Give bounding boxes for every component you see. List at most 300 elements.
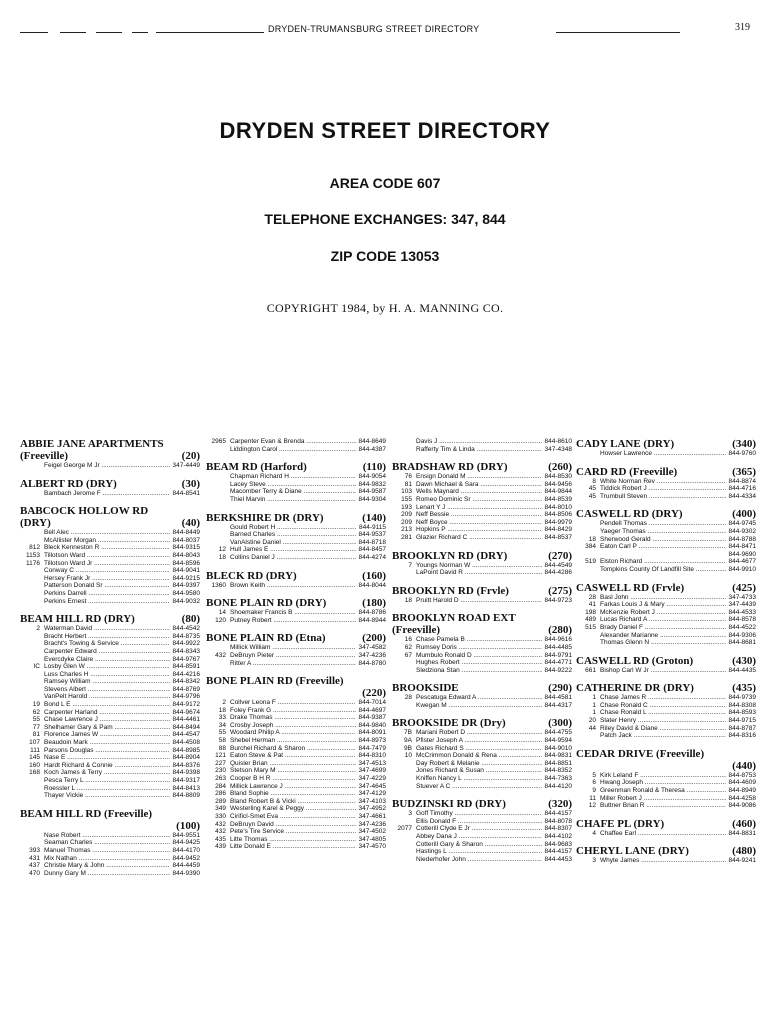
listing-row xyxy=(20,739,200,747)
resident-name: Day Robert & Melanie ..... xyxy=(416,760,542,768)
listing-row xyxy=(576,830,756,838)
phone-number: 844-4547 xyxy=(172,731,200,739)
street-name: BROOKLYN RD (Frvle) xyxy=(392,584,509,597)
resident-name: Hull James E ..... xyxy=(230,546,356,554)
listing-row xyxy=(392,652,572,660)
phone-number: 844-8539 xyxy=(544,495,572,503)
street-code: (440) xyxy=(732,759,756,772)
listing-row xyxy=(20,785,200,793)
listing-row xyxy=(20,490,200,498)
resident-name: McAllister Morgan ..... xyxy=(44,537,170,545)
resident-name: Quisler Brian ..... xyxy=(230,760,356,768)
street-code: (80) xyxy=(181,613,200,626)
resident-name: Hughes Robert ..... xyxy=(416,659,542,667)
listing-row xyxy=(392,856,572,864)
street-name: BEAM RD (Harford) xyxy=(206,461,307,474)
phone-number: 347-4661 xyxy=(358,813,386,820)
resident-name: Carpenter Harland ..... xyxy=(44,709,170,717)
house-number xyxy=(392,841,416,849)
phone-number: 844-9390 xyxy=(172,869,200,877)
listing-row xyxy=(392,481,572,489)
house-number xyxy=(20,582,44,590)
listing-row xyxy=(392,702,572,710)
phone-number: 844-8506 xyxy=(544,511,572,519)
street-section xyxy=(576,466,756,501)
phone-number: 844-9315 xyxy=(172,544,200,552)
listing-row xyxy=(206,524,386,532)
street-code: (425) xyxy=(732,581,756,594)
phone-number: 844-8541 xyxy=(172,489,200,497)
resident-name: Parsons Douglas ..... xyxy=(44,747,170,755)
phone-number: 844-9041 xyxy=(172,567,200,575)
phone-number: 844-8874 xyxy=(728,477,756,485)
resident-name: Bland Sophie ..... xyxy=(230,790,356,798)
street-name: BROOKSIDE DR (Dry) xyxy=(392,717,506,730)
phone-number: 844-4157 xyxy=(544,848,572,856)
listing-row xyxy=(20,870,200,878)
resident-name: Thayer Vickie ..... xyxy=(44,792,170,800)
page-title: DRYDEN STREET DIRECTORY xyxy=(219,118,551,143)
listing-row xyxy=(392,526,572,534)
street-code: (160) xyxy=(362,569,386,582)
listing-row xyxy=(392,737,572,745)
resident-name: Patterson Donald Sr ..... xyxy=(44,582,170,590)
listing-row xyxy=(206,813,386,821)
house-number xyxy=(392,446,416,454)
house-number xyxy=(392,438,416,446)
resident-name: Chaffee Earl ..... xyxy=(600,830,726,838)
phone-number: 844-8429 xyxy=(544,526,572,534)
street-name: (DRY) xyxy=(20,517,51,530)
house-number xyxy=(392,856,416,864)
resident-name: Evercdyke Claire ..... xyxy=(44,656,170,664)
house-number: 16 xyxy=(404,636,412,644)
resident-name: Patch Jack ..... xyxy=(600,732,726,740)
listing-row xyxy=(20,769,200,777)
phone-number: 347-4236 xyxy=(358,651,386,659)
listing-row xyxy=(206,836,386,844)
listing-row xyxy=(392,841,572,849)
listing-row xyxy=(392,519,572,527)
house-number: 81 xyxy=(404,480,412,488)
house-number xyxy=(20,640,44,648)
resident-name: Tillotson Ward Jr ..... xyxy=(44,560,170,568)
resident-name: LaPoint David R ..... xyxy=(416,569,542,577)
phone-number: 844-8010 xyxy=(544,503,572,511)
header-rule xyxy=(96,32,122,33)
resident-name: Mumbulo Ronald D ..... xyxy=(416,652,542,660)
phone-number: 844-4508 xyxy=(172,739,200,747)
listing-row xyxy=(576,616,756,624)
listing-row xyxy=(392,818,572,826)
house-number: 44 xyxy=(588,724,596,732)
house-number: 439 xyxy=(215,843,226,851)
listing-row xyxy=(576,732,756,740)
house-number: 7B xyxy=(404,729,412,737)
resident-name: Chase Lawrence J ..... xyxy=(44,716,170,724)
listing-row xyxy=(20,560,200,568)
phone-number: 347-4229 xyxy=(358,775,386,783)
street-section xyxy=(576,760,756,810)
house-number xyxy=(392,818,416,826)
listing-row xyxy=(206,582,386,590)
resident-name: Pendell Thomas ..... xyxy=(600,520,726,528)
phone-number: 844-8078 xyxy=(544,817,572,825)
listing-row xyxy=(20,648,200,656)
street-section xyxy=(206,675,386,687)
listing-row xyxy=(20,839,200,847)
house-number: 209 xyxy=(401,511,412,519)
phone-number: 844-8352 xyxy=(544,767,572,775)
street-code xyxy=(568,612,572,624)
listing-row xyxy=(206,473,386,481)
listing-row xyxy=(20,701,200,709)
phone-number: 347-4502 xyxy=(358,828,386,836)
house-number: 20 xyxy=(588,717,596,725)
resident-name: Millick Lawrence J ..... xyxy=(230,783,356,791)
phone-number: 844-9317 xyxy=(172,777,200,784)
house-number: 145 xyxy=(29,754,40,762)
listing-row xyxy=(206,714,386,722)
street-name: ALBERT RD (DRY) xyxy=(20,477,117,490)
house-number: 198 xyxy=(585,608,596,616)
phone-number: 347-4129 xyxy=(358,790,386,798)
house-number: 431 xyxy=(29,854,40,862)
street-name: CHERYL LANE (DRY) xyxy=(576,845,689,858)
phone-number: 844-9760 xyxy=(728,450,756,457)
street-code: (340) xyxy=(732,438,756,450)
street-heading xyxy=(392,682,572,694)
street-code: (400) xyxy=(732,508,756,521)
house-number: 1153 xyxy=(26,551,40,559)
zip-code: ZIP CODE 13053 xyxy=(330,248,440,264)
street-name: BROOKLYN ROAD EXT xyxy=(392,612,516,625)
street-section xyxy=(392,682,572,709)
resident-name: Pete's Tire Service ..... xyxy=(230,828,356,836)
house-number: 5 xyxy=(592,771,596,779)
resident-name: Tiddick Robert J ..... xyxy=(600,485,726,493)
listing-row xyxy=(20,762,200,770)
phone-number: 844-8649 xyxy=(358,438,386,445)
header-rule xyxy=(60,32,86,33)
house-number: 33 xyxy=(218,714,226,722)
house-number: 286 xyxy=(215,790,226,798)
house-number: 28 xyxy=(588,593,596,601)
listing-row xyxy=(20,462,200,470)
house-number: 330 xyxy=(215,813,226,820)
house-number xyxy=(206,660,230,668)
listing-row xyxy=(206,539,386,547)
header-rule xyxy=(132,32,148,33)
phone-number: 844-7479 xyxy=(358,744,386,752)
listing-row xyxy=(206,737,386,745)
listing-row xyxy=(20,529,200,537)
listing-row xyxy=(20,678,200,686)
resident-name: Eaton Carl P ..... xyxy=(600,543,726,551)
phone-number: 844-4387 xyxy=(358,445,386,453)
house-number: 470 xyxy=(29,869,40,877)
house-number: 812 xyxy=(29,544,40,552)
phone-number: 844-7014 xyxy=(358,699,386,707)
phone-number: 844-9172 xyxy=(172,701,200,709)
listing-row xyxy=(576,857,756,865)
listing-row xyxy=(392,597,572,605)
phone-number: 844-4549 xyxy=(544,561,572,569)
phone-number: 844-4542 xyxy=(172,625,200,633)
house-number: 62 xyxy=(404,643,412,651)
house-number xyxy=(20,671,44,679)
phone-number: 844-9086 xyxy=(728,802,756,810)
street-section xyxy=(392,585,572,605)
street-section xyxy=(20,450,200,470)
resident-name: Yaeger Thomas ..... xyxy=(600,528,726,536)
listing-row xyxy=(20,709,200,717)
street-code: (140) xyxy=(362,511,386,524)
phone-number: 347-4103 xyxy=(358,797,386,805)
phone-number: 844-8316 xyxy=(728,732,756,740)
house-number: 58 xyxy=(218,737,226,745)
listing-row xyxy=(206,843,386,851)
resident-name: Lenart Y J ..... xyxy=(416,504,542,512)
house-number: 284 xyxy=(215,782,226,790)
listing-row xyxy=(20,598,200,606)
listing-row xyxy=(20,747,200,755)
street-heading xyxy=(20,478,200,490)
house-number xyxy=(576,632,600,640)
listing-row xyxy=(20,552,200,560)
header-rule xyxy=(156,32,264,33)
house-number xyxy=(576,551,600,559)
street-section xyxy=(20,517,200,605)
resident-name: Hwang Joseph ..... xyxy=(600,779,726,787)
listing-row xyxy=(576,536,756,544)
phone-number: 844-9715 xyxy=(728,717,756,725)
phone-number: 844-8610 xyxy=(544,438,572,445)
phone-number: 844-9745 xyxy=(728,520,756,528)
house-number: 349 xyxy=(215,805,226,813)
house-number xyxy=(20,839,44,847)
house-number: 1 xyxy=(592,709,596,717)
street-name: CASWELL RD (Groton) xyxy=(576,654,694,667)
resident-name: Whyte James ..... xyxy=(600,857,726,865)
resident-name: Nase Robert ..... xyxy=(44,832,170,840)
street-code xyxy=(382,675,386,687)
house-number: 1360 xyxy=(211,581,226,589)
street-heading xyxy=(392,612,572,624)
street-heading xyxy=(206,461,386,473)
house-number: 489 xyxy=(585,616,596,624)
house-number xyxy=(20,656,44,664)
house-number: 437 xyxy=(29,862,40,870)
listing-row xyxy=(206,707,386,715)
street-heading xyxy=(20,820,200,832)
listing-row xyxy=(576,717,756,725)
street-section xyxy=(392,438,572,453)
resident-name: Beaudoin Mark ..... xyxy=(44,739,170,747)
resident-name: VanAlstine Daniel ..... xyxy=(230,539,356,547)
resident-name: Stevens Albert ..... xyxy=(44,686,170,694)
listing-row xyxy=(20,567,200,575)
house-number xyxy=(206,539,230,547)
phone-number: 347-4449 xyxy=(172,462,200,469)
phone-number: 844-4533 xyxy=(728,608,756,616)
house-number: 263 xyxy=(215,775,226,783)
phone-number: 844-4216 xyxy=(172,670,200,678)
house-number: 2965 xyxy=(211,438,226,445)
header-rule xyxy=(20,32,48,33)
resident-name: Elston Richard ..... xyxy=(600,558,726,566)
phone-number: 844-4461 xyxy=(172,716,200,724)
street-section xyxy=(206,597,386,624)
phone-number: 844-8091 xyxy=(358,729,386,737)
house-number: 1176 xyxy=(26,559,40,567)
phone-number: 844-9844 xyxy=(544,488,572,496)
street-code xyxy=(196,438,200,450)
house-number xyxy=(20,633,44,641)
street-section xyxy=(576,682,756,740)
phone-number: 844-8904 xyxy=(172,754,200,762)
phone-number: 844-8307 xyxy=(544,825,572,833)
street-section xyxy=(576,582,756,647)
house-number xyxy=(206,488,230,496)
house-number: 168 xyxy=(29,769,40,777)
house-number xyxy=(392,667,416,675)
street-code xyxy=(196,505,200,517)
resident-name: Neff Bessie ..... xyxy=(416,511,542,519)
resident-name: Dunny Gary M ..... xyxy=(44,870,170,878)
phone-number: 844-9215 xyxy=(172,574,200,582)
house-number: 432 xyxy=(215,828,226,836)
street-code: (200) xyxy=(362,632,386,645)
listing-row xyxy=(206,805,386,813)
house-number xyxy=(20,686,44,694)
phone-number: 844-4609 xyxy=(728,779,756,787)
house-number: 2 xyxy=(36,625,40,633)
street-section xyxy=(576,438,756,458)
resident-name: Alexander Marianne ..... xyxy=(600,632,726,640)
listing-row xyxy=(576,609,756,617)
listing-row xyxy=(206,775,386,783)
listing-row xyxy=(392,511,572,519)
listing-row xyxy=(206,828,386,836)
resident-name: Riley David & Diane ..... xyxy=(600,725,726,733)
resident-name: Stuever A C ..... xyxy=(416,783,542,791)
listing-row xyxy=(20,633,200,641)
listing-row xyxy=(392,694,572,702)
resident-name: White Norman Rev ..... xyxy=(600,478,726,486)
street-code: (110) xyxy=(362,461,386,474)
phone-number: 844-4459 xyxy=(172,862,200,870)
phone-number: 844-4317 xyxy=(544,701,572,709)
resident-name: Mix Nathan ..... xyxy=(44,855,170,863)
listing-row xyxy=(206,699,386,707)
listing-row xyxy=(20,625,200,633)
phone-number: 844-9674 xyxy=(172,708,200,716)
resident-name: Cirificl-Smet Eva ..... xyxy=(230,813,356,821)
listing-row xyxy=(206,752,386,760)
listing-row xyxy=(576,520,756,528)
street-code xyxy=(196,808,200,820)
phone-number: 844-9580 xyxy=(172,589,200,597)
resident-name: Westerling Karel & Peggy ..... xyxy=(230,805,356,813)
street-name: BONE PLAIN RD (Freeville) xyxy=(206,675,344,688)
resident-name: Feigel George M Jr ..... xyxy=(44,462,170,470)
resident-name: Jones Richard & Susan ..... xyxy=(416,767,542,775)
resident-name: Romeo Dominic Sr ..... xyxy=(416,496,542,504)
listing-row xyxy=(20,716,200,724)
phone-number: 844-8376 xyxy=(172,761,200,769)
house-number: 3 xyxy=(592,857,596,865)
house-number: 18 xyxy=(588,535,596,543)
resident-name: Bracht Herbert ..... xyxy=(44,633,170,641)
house-number: 14 xyxy=(218,609,226,617)
street-heading xyxy=(392,717,572,729)
house-number: 209 xyxy=(401,518,412,526)
listing-row xyxy=(20,832,200,840)
house-number: 103 xyxy=(401,488,412,496)
resident-name: Niederhofer John ..... xyxy=(416,856,542,864)
listing-row xyxy=(206,729,386,737)
listing-row xyxy=(392,752,572,760)
resident-name: Hastings L ..... xyxy=(416,848,542,856)
house-number xyxy=(20,462,44,470)
street-heading xyxy=(576,508,756,520)
street-heading xyxy=(206,512,386,524)
phone-number: 844-8494 xyxy=(172,723,200,731)
phone-number: 844-9425 xyxy=(172,839,200,847)
street-heading xyxy=(576,438,756,450)
resident-name: Cotterill Clyde E Jr ..... xyxy=(416,825,542,833)
listing-row xyxy=(392,644,572,652)
listing-row xyxy=(392,569,572,577)
resident-name: Kwegan M ..... xyxy=(416,702,542,710)
listing-row xyxy=(206,554,386,562)
phone-number: 844-9537 xyxy=(358,531,386,539)
listing-row xyxy=(20,582,200,590)
resident-name: Tompkins County Of Landfill Site ..... xyxy=(600,566,726,574)
street-code: (365) xyxy=(732,465,756,478)
street-code: (180) xyxy=(362,597,386,610)
listing-row xyxy=(206,488,386,496)
listing-row xyxy=(206,609,386,617)
phone-number: 844-8788 xyxy=(728,535,756,543)
phone-number: 347-4348 xyxy=(544,445,572,453)
street-name: BONE PLAIN RD (Etna) xyxy=(206,632,326,645)
phone-number: 844-8949 xyxy=(728,787,756,795)
street-heading xyxy=(206,597,386,609)
street-code: (30) xyxy=(181,477,200,490)
phone-number: 844-8851 xyxy=(544,759,572,767)
phone-number: 844-9452 xyxy=(172,854,200,862)
resident-name: Litte Donald E ..... xyxy=(230,843,356,851)
phone-number: 844-4274 xyxy=(358,553,386,561)
street-section xyxy=(206,632,386,667)
street-heading xyxy=(576,748,756,760)
house-number: 2077 xyxy=(397,825,412,833)
area-code: AREA CODE 607 xyxy=(329,175,441,191)
listing-row xyxy=(392,438,572,446)
house-number: 45 xyxy=(588,485,596,493)
phone-number: 844-8591 xyxy=(172,663,200,671)
phone-number: 844-9840 xyxy=(358,721,386,729)
house-number xyxy=(206,644,230,652)
street-code: (20) xyxy=(181,450,200,462)
phone-number: 347-4582 xyxy=(358,644,386,652)
listing-row xyxy=(392,745,572,753)
listing-row xyxy=(392,534,572,542)
phone-number: 844-9397 xyxy=(172,582,200,590)
resident-name: Pfister Joseph A ..... xyxy=(416,737,542,745)
